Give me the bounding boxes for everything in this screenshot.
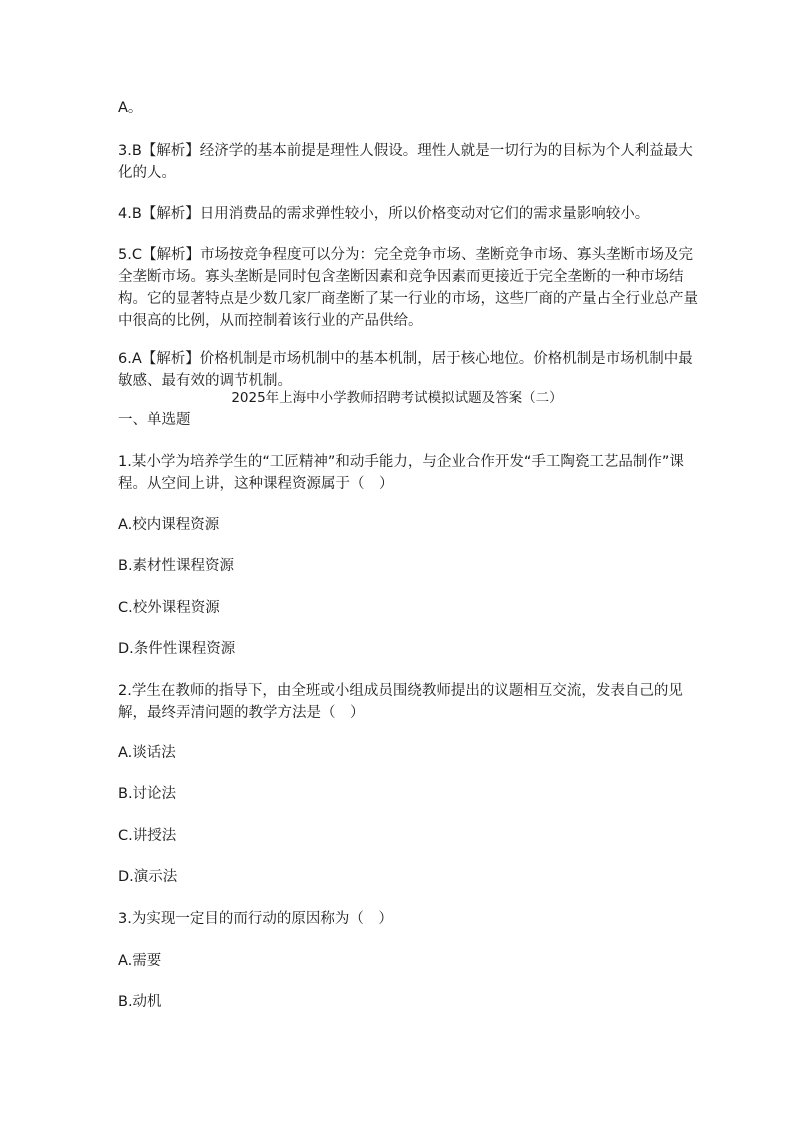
question-3-option-b: B.动机 — [118, 994, 162, 1010]
question-1-option-a: A.校内课程资源 — [118, 517, 220, 533]
question-3: 3.为实现一定目的而行动的原因称为（ ） — [118, 911, 393, 927]
question-2-option-b: B.讨论法 — [118, 786, 177, 802]
exam-title: 2025年上海中小学教师招聘考试模拟试题及答案（二） — [231, 390, 563, 406]
answer-3-explanation: 3.B【解析】经济学的基本前提是理性人假设。理性人就是一切行为的目标为个人利益最大化的人。 — [118, 143, 693, 181]
question-2-option-c: C.讲授法 — [118, 828, 177, 844]
question-1-option-d: D.条件性课程资源 — [118, 641, 236, 657]
answer-5-explanation: 5.C【解析】市场按竞争程度可以分为：完全竞争市场、垄断竞争市场、寡头垄断市场及完全垄断市场。寡头垄断是同时包含垄断因素和竞争因素而更接近于完全垄断的一种市场结构。它的显著特点是少数几家厂商垄断了某一行业的市场，这些厂商的产量占全行业总产量中很高的比例，从而控制着该行业的产品供给。 — [118, 247, 698, 329]
answer-6-explanation: 6.A【解析】价格机制是市场机制中的基本机制，居于核心地位。价格机制是市场机制中最敏感、最有效的调节机制。 — [118, 351, 693, 389]
section-heading: 一、单选题 — [118, 412, 191, 428]
answer-4-explanation: 4.B【解析】日用消费品的需求弹性较小，所以价格变动对它们的需求量影响较小。 — [118, 206, 650, 222]
question-2-option-a: A.谈话法 — [118, 745, 176, 761]
question-2: 2.学生在教师的指导下，由全班或小组成员围绕教师提出的议题相互交流，发表自己的见解，最终弄清问题的教学方法是（ ） — [118, 683, 683, 721]
question-1: 1.某小学为培养学生的“工匠精神”和动手能力，与企业合作开发“手工陶瓷工艺品制作”课程。从空间上讲，这种课程资源属于（ ） — [118, 454, 684, 492]
answer-fragment: A。 — [118, 100, 143, 116]
question-1-option-b: B.素材性课程资源 — [118, 558, 235, 574]
question-1-option-c: C.校外课程资源 — [118, 600, 220, 616]
question-3-option-a: A.需要 — [118, 953, 162, 969]
question-2-option-d: D.演示法 — [118, 869, 178, 885]
